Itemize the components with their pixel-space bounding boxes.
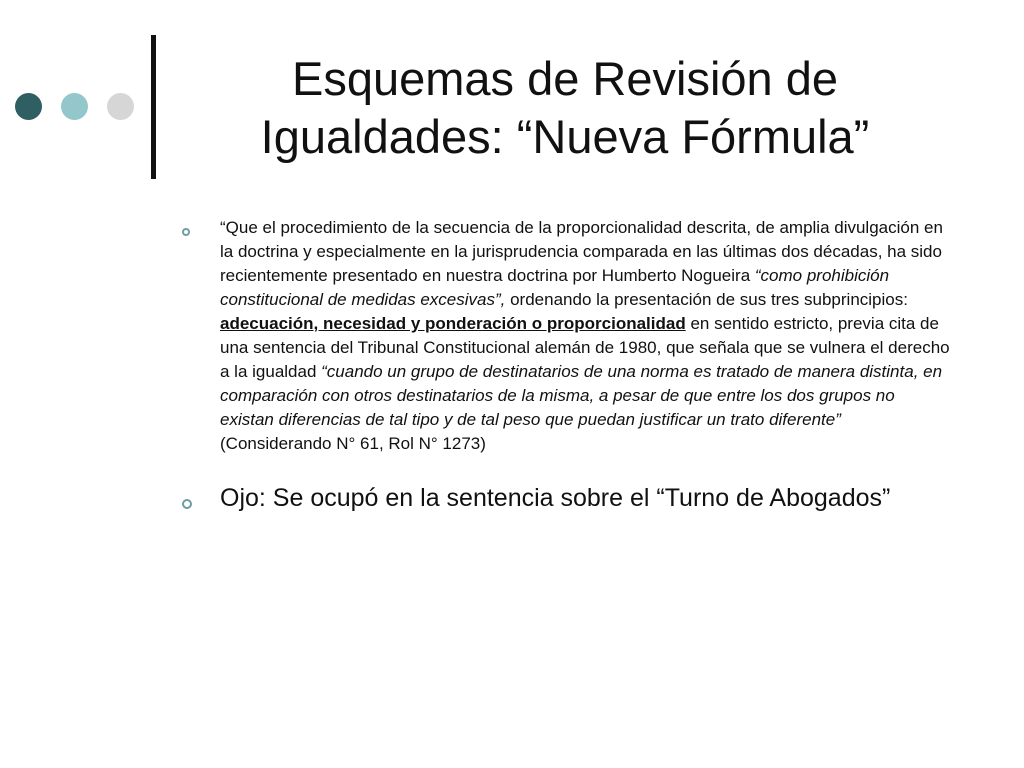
decorative-dot-light	[61, 93, 88, 120]
slide-title	[170, 50, 960, 166]
decorative-dot-dark	[15, 93, 42, 120]
quote-text-part-5: en sentido estricto, previa cita de una sentencia del Tribunal Constitucional alemán de 1980, que señala que se vulnera el derecho a la igualdad	[220, 314, 950, 381]
slide-title-line-2: Igualdades: “Nueva Fórmula”	[260, 110, 870, 163]
bullet-item-ojo	[182, 482, 952, 515]
quote-italic-prohibicion: “como prohibición constitucional de medidas excesivas”,	[220, 266, 890, 309]
title-divider-bar	[151, 35, 156, 179]
bullet-ring-icon	[182, 499, 192, 509]
bullet-item-quote	[182, 216, 952, 456]
slide-title-line-1: Esquemas de Revisión de	[291, 52, 839, 105]
bullet-ring-icon	[182, 228, 190, 236]
bullet-list	[182, 216, 952, 515]
quote-subprinciples-emphasis: adecuación, necesidad y ponderación o proporcionalidad	[220, 314, 686, 333]
slide-decoration-dots	[15, 93, 134, 120]
decorative-dot-gray	[107, 93, 134, 120]
ojo-text: Ojo: Se ocupó en la sentencia sobre el “Turno de Abogados”	[220, 484, 891, 512]
quote-text-part-3: ordenando la presentación de sus tres subprincipios:	[505, 290, 908, 309]
quote-text-part-1: “Que el procedimiento de la secuencia de la proporcionalidad descrita, de amplia divulgación en la doctrina y especialmente en la jurisprudencia comparada en las últimas dos décadas, ha sido recientemente presentado en nuestra doctrina por Humberto Nogueira	[220, 218, 943, 285]
quote-italic-citation: “cuando un grupo de destinatarios de una norma es tratado de manera distinta, en comparación con otros destinatarios de la misma, a pesar de que entre los dos grupos no existan diferencias de tal tipo y de tal peso que puedan justificar un trato diferente”	[220, 362, 943, 429]
quote-reference: (Considerando N° 61, Rol N° 1273)	[220, 434, 486, 453]
